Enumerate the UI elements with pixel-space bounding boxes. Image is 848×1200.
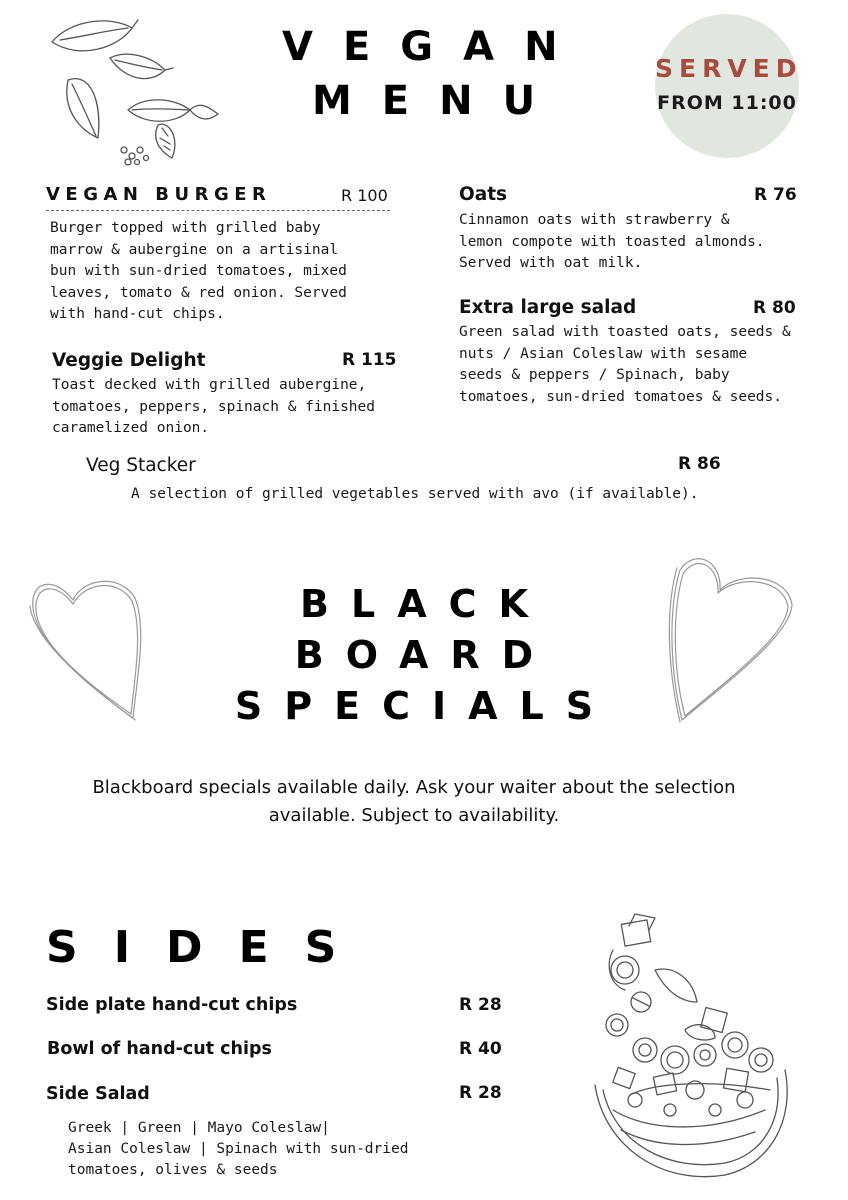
cardamom-sketch-icon xyxy=(40,10,240,170)
side-item-price: R 40 xyxy=(459,1039,502,1059)
extra-large-salad-desc: Green salad with toasted oats, seeds & nuts / Asian Coleslaw with sesame seeds & peppers / Spinach, baby tomatoes, sun-dried tomatoes & seeds. xyxy=(459,324,791,405)
side-item-price: R 28 xyxy=(459,1083,502,1103)
veggie-delight-price: R 115 xyxy=(342,350,397,370)
divider xyxy=(46,210,390,211)
blackboard-title-line3: SPECIALS xyxy=(234,684,616,728)
extra-large-salad-price: R 80 xyxy=(753,298,796,318)
blackboard-title-line2: BOARD xyxy=(294,633,556,677)
menu-title-line1: VEGAN xyxy=(282,24,588,70)
oats-price: R 76 xyxy=(754,185,797,205)
salad-bowl-icon xyxy=(585,910,795,1195)
vegan-burger-price: R 100 xyxy=(341,186,388,205)
served-badge xyxy=(655,14,803,158)
served-label: SERVED xyxy=(655,54,803,83)
side-item-name: Side Salad xyxy=(46,1084,150,1104)
veg-stacker-desc: A selection of grilled vegetables served with avo (if available). xyxy=(131,486,699,502)
vegan-burger-name: VEGAN BURGER xyxy=(46,184,272,205)
served-time: FROM 11:00 xyxy=(657,92,797,114)
extra-large-salad-name: Extra large salad xyxy=(459,297,637,318)
oats-name: Oats xyxy=(459,184,508,205)
vegan-burger-desc: Burger topped with grilled baby marrow & aubergine on a artisinal bun with sun-dried tomatoes, mixed leaves, tomato & red onion. Served with hand-cut chips. xyxy=(50,220,347,322)
heart-left-icon xyxy=(25,568,150,728)
side-item-name: Side plate hand-cut chips xyxy=(46,995,298,1015)
veg-stacker-name: Veg Stacker xyxy=(86,455,196,476)
blackboard-desc: Blackboard specials available daily. Ask your waiter about the selection available. Subject to availability. xyxy=(92,777,736,826)
sides-title: SIDES xyxy=(46,922,373,973)
side-item-price: R 28 xyxy=(459,995,502,1015)
blackboard-title-line1: BLACK xyxy=(300,582,550,626)
veggie-delight-desc: Toast decked with grilled aubergine, tomatoes, peppers, spinach & finished caramelized onion. xyxy=(52,377,376,436)
veggie-delight-name: Veggie Delight xyxy=(52,350,206,371)
side-item-name: Bowl of hand-cut chips xyxy=(47,1039,272,1059)
menu-title-line2: MENU xyxy=(312,78,566,124)
veg-stacker-price: R 86 xyxy=(678,454,721,474)
side-salad-options: Greek | Green | Mayo Coleslaw| Asian Coleslaw | Spinach with sun-dried tomatoes, olives & seeds xyxy=(68,1120,409,1178)
oats-desc: Cinnamon oats with strawberry & lemon compote with toasted almonds. Served with oat milk. xyxy=(459,212,765,271)
